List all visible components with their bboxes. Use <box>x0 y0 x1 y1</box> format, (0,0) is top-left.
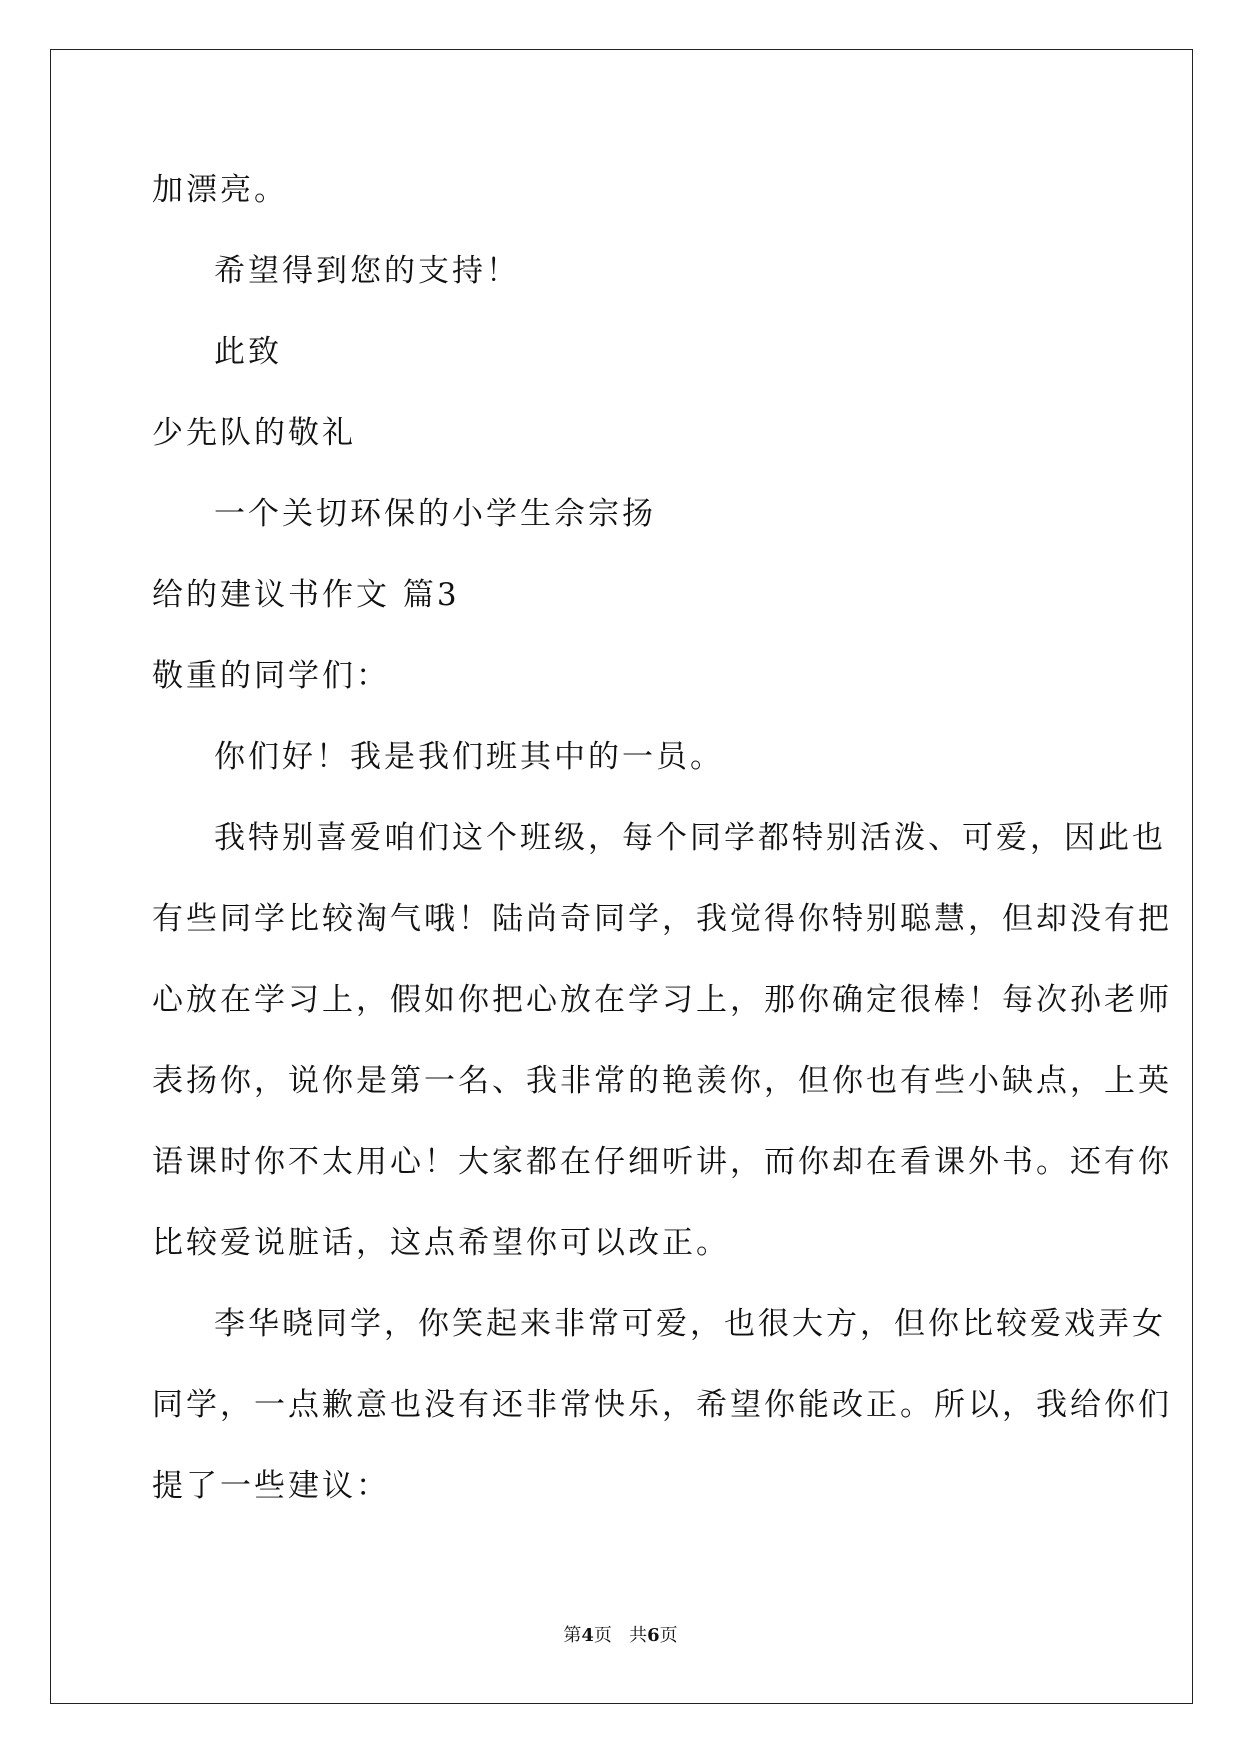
text-line: 有些同学比较淘气哦！陆尚奇同学，我觉得你特别聪慧，但却没有把 <box>152 901 1172 937</box>
text-line: 同学，一点歉意也没有还非常快乐，希望你能改正。所以，我给你们 <box>152 1387 1172 1423</box>
total-prefix: 共 <box>629 1625 648 1646</box>
page-footer <box>0 1624 1241 1648</box>
text-line: 比较爱说脏话，这点希望你可以改正。 <box>152 1225 730 1261</box>
page-border <box>50 49 1193 1704</box>
page-suffix: 页 <box>593 1625 612 1646</box>
text-line: 李华晓同学，你笑起来非常可爱，也很大方，但你比较爱戏弄女 <box>214 1306 1166 1342</box>
text-line: 加漂亮。 <box>152 172 288 208</box>
page-prefix: 第 <box>563 1625 582 1646</box>
total-pages: 6 <box>647 1625 660 1646</box>
text-line: 希望得到您的支持！ <box>214 253 520 289</box>
text-line: 提了一些建议： <box>152 1468 390 1504</box>
text-line: 心放在学习上，假如你把心放在学习上，那你确定很棒！每次孙老师 <box>152 982 1172 1018</box>
text-line: 我特别喜爱咱们这个班级，每个同学都特别活泼、可爱，因此也 <box>214 820 1166 856</box>
text-line: 此致 <box>214 334 282 370</box>
text-line: 语课时你不太用心！大家都在仔细听讲，而你却在看课外书。还有你 <box>152 1144 1172 1180</box>
text-line: 少先队的敬礼 <box>152 415 356 451</box>
section-heading: 给的建议书作文 篇3 <box>152 577 460 613</box>
page-number: 4 <box>581 1625 594 1646</box>
text-line: 表扬你，说你是第一名、我非常的艳羡你，但你也有些小缺点，上英 <box>152 1063 1172 1099</box>
signature-line: 一个关切环保的小学生佘宗扬 <box>214 496 656 532</box>
text-line: 你们好！我是我们班其中的一员。 <box>214 739 724 775</box>
total-suffix: 页 <box>659 1625 678 1646</box>
salutation: 敬重的同学们： <box>152 658 390 694</box>
